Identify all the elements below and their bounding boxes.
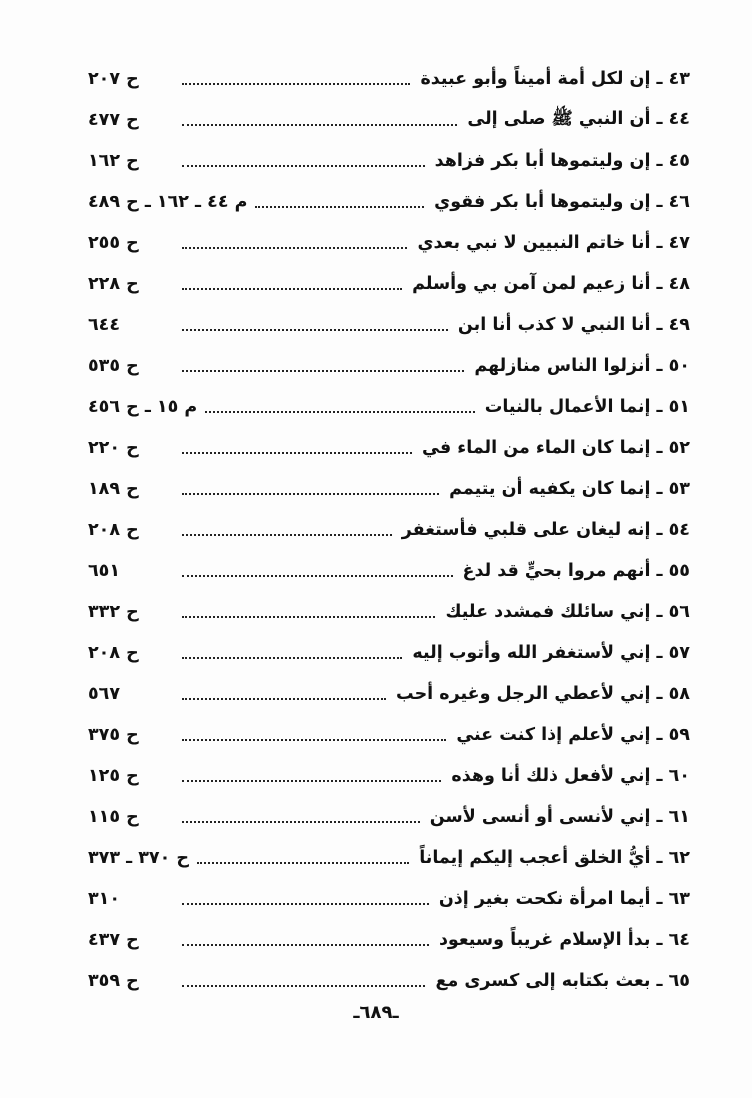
dotted-leader	[182, 83, 410, 85]
entry-reference: ح ١٦٢	[88, 150, 139, 171]
dotted-leader	[182, 739, 446, 741]
index-entry	[88, 427, 690, 468]
dotted-leader	[182, 534, 392, 536]
index-entry	[88, 58, 690, 99]
entry-reference: م ٤٤ ـ ١٦٢ ـ ح ٤٨٩	[88, 191, 248, 212]
index-entry	[88, 591, 690, 632]
entry-reference: ح ٣٥٩	[88, 970, 139, 991]
entry-text: ٦٤ ـ بدأ الإسلام غريباً وسيعود	[438, 929, 690, 950]
entry-reference: ٣١٠	[88, 888, 121, 909]
entry-text: ٥٢ ـ إنما كان الماء من الماء في	[422, 437, 690, 458]
dotted-leader	[182, 452, 412, 454]
entry-reference: ح ٢٠٨	[88, 519, 139, 540]
index-entry	[88, 960, 690, 1001]
index-entry	[88, 755, 690, 796]
index-entry	[88, 140, 690, 181]
dotted-leader	[182, 903, 429, 905]
dotted-leader	[182, 657, 402, 659]
entry-text: ٤٣ ـ إن لكل أمة أميناً وأبو عبيدة	[420, 68, 690, 89]
entry-reference: ح ٣٧٥	[88, 724, 139, 745]
dotted-leader	[182, 616, 435, 618]
entry-reference: ٥٦٧	[88, 683, 121, 704]
entry-text: ٥٣ ـ إنما كان يكفيه أن يتيمم	[449, 478, 690, 499]
dotted-leader	[182, 944, 429, 946]
entry-text: ٦٠ ـ إني لأفعل ذلك أنا وهذه	[451, 765, 690, 786]
entry-reference: ح ٥٣٥	[88, 355, 139, 376]
dotted-leader	[182, 821, 420, 823]
dotted-leader	[182, 370, 464, 372]
index-entry	[88, 714, 690, 755]
entry-reference: ح ٢٥٥	[88, 232, 139, 253]
dotted-leader	[182, 780, 441, 782]
entry-text: ٤٧ ـ أنا خاتم النبيين لا نبي بعدي	[417, 232, 690, 253]
index-entry	[88, 673, 690, 714]
entry-text: ٥٠ ـ أنزلوا الناس منازلهم	[474, 355, 690, 376]
index-entry	[88, 181, 690, 222]
entry-reference: ح ١٨٩	[88, 478, 139, 499]
entry-reference: ح ١٢٥	[88, 765, 139, 786]
entry-text: ٦٥ ـ بعث بكتابه إلى كسرى مع	[435, 970, 690, 991]
dotted-leader	[255, 206, 424, 208]
dotted-leader	[182, 124, 457, 126]
entry-reference: ٦٤٤	[88, 314, 121, 335]
hadith-index-list	[88, 58, 690, 1001]
index-entry	[88, 796, 690, 837]
index-entry	[88, 632, 690, 673]
index-entry	[88, 837, 690, 878]
dotted-leader	[182, 165, 425, 167]
index-entry	[88, 386, 690, 427]
entry-text: ٥١ ـ إنما الأعمال بالنيات	[484, 396, 690, 417]
entry-text: ٤٨ ـ أنا زعيم لمن آمن بي وأسلم	[412, 273, 690, 294]
dotted-leader	[197, 862, 409, 864]
page-number: ـ٦٨٩ـ	[353, 1002, 399, 1023]
entry-text: ٤٦ ـ إن وليتموها أبا بكر فقوي	[434, 191, 690, 212]
index-entry	[88, 99, 690, 140]
index-entry	[88, 263, 690, 304]
entry-text: ٤٥ ـ إن وليتموها أبا بكر فزاهد	[434, 150, 690, 171]
entry-reference: ح ٢٢٨	[88, 273, 139, 294]
dotted-leader	[205, 411, 475, 413]
dotted-leader	[182, 288, 402, 290]
index-entry	[88, 550, 690, 591]
entry-reference: م ١٥ ـ ح ٤٥٦	[88, 396, 198, 417]
entry-text: ٥٧ ـ إني لأستغفر الله وأتوب إليه	[412, 642, 690, 663]
dotted-leader	[182, 329, 448, 331]
entry-reference: ٦٥١	[88, 560, 121, 581]
entry-text: ٥٤ ـ إنه ليغان على قلبي فأستغفر	[401, 519, 690, 540]
entry-text: ٥٨ ـ إني لأعطي الرجل وغيره أحب	[396, 683, 690, 704]
entry-text: ٦٢ ـ أيُّ الخلق أعجب إليكم إيماناً	[419, 847, 690, 868]
dotted-leader	[182, 247, 407, 249]
index-entry	[88, 468, 690, 509]
index-entry	[88, 509, 690, 550]
dotted-leader	[182, 985, 425, 987]
entry-reference: ح ٢٠٨	[88, 642, 139, 663]
entry-text: ٤٤ ـ أن النبي ﷺ صلى إلى	[467, 108, 690, 129]
dotted-leader	[182, 575, 453, 577]
entry-reference: ح ٤٣٧	[88, 929, 139, 950]
entry-reference: ح ٢٠٧	[88, 68, 139, 89]
entry-reference: ح ١١٥	[88, 806, 139, 827]
entry-text: ٤٩ ـ أنا النبي لا كذب أنا ابن	[457, 314, 690, 335]
entry-text: ٦٣ ـ أيما امرأة نكحت بغير إذن	[438, 888, 690, 909]
index-entry	[88, 345, 690, 386]
index-entry	[88, 919, 690, 960]
index-entry	[88, 878, 690, 919]
entry-text: ٥٥ ـ أنهم مروا بحيٍّ قد لدغ	[462, 560, 690, 581]
entry-text: ٥٦ ـ إني سائلك فمشدد عليك	[445, 601, 690, 622]
entry-text: ٥٩ ـ إني لأعلم إذا كنت عني	[456, 724, 690, 745]
dotted-leader	[182, 698, 386, 700]
index-entry	[88, 304, 690, 345]
entry-reference: ح ٣٧٠ ـ ٣٧٣	[88, 847, 189, 868]
entry-reference: ح ٣٣٢	[88, 601, 139, 622]
dotted-leader	[182, 493, 439, 495]
entry-text: ٦١ ـ إني لأنسى أو أنسى لأسن	[429, 806, 690, 827]
entry-reference: ح ٢٢٠	[88, 437, 139, 458]
entry-reference: ح ٤٧٧	[88, 109, 139, 130]
index-entry	[88, 222, 690, 263]
